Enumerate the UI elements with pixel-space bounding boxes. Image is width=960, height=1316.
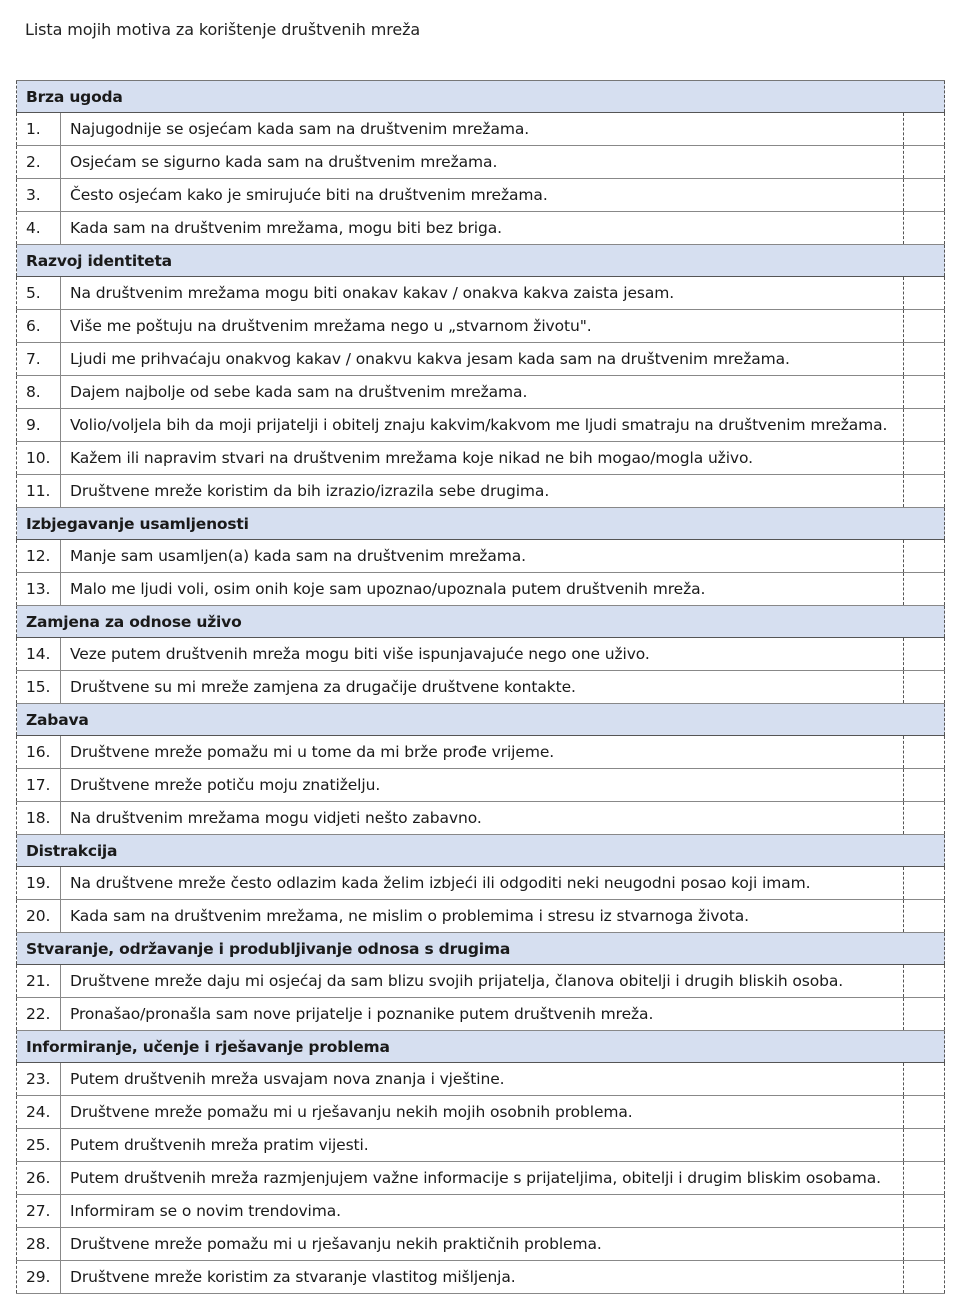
item-statement: Na društvenim mrežama mogu biti onakav kakav / onakva kakva zaista jesam.	[61, 277, 904, 310]
table-row	[17, 442, 945, 475]
item-statement: Društvene mreže pomažu mi u tome da mi brže prođe vrijeme.	[61, 736, 904, 769]
section-heading: Informiranje, učenje i rješavanje problema	[17, 1031, 945, 1063]
item-number: 25.	[17, 1129, 61, 1162]
item-number: 24.	[17, 1096, 61, 1129]
answer-cell[interactable]	[904, 867, 945, 900]
answer-cell[interactable]	[904, 113, 945, 146]
item-statement: Društvene mreže koristim da bih izrazio/izrazila sebe drugima.	[61, 475, 904, 508]
table-row	[17, 343, 945, 376]
item-number: 2.	[17, 146, 61, 179]
item-statement: Društvene su mi mreže zamjena za drugačije društvene kontakte.	[61, 671, 904, 704]
item-number: 27.	[17, 1195, 61, 1228]
answer-cell[interactable]	[904, 965, 945, 998]
page-title: Lista mojih motiva za korištenje društvenih mreža	[25, 20, 421, 39]
answer-cell[interactable]	[904, 409, 945, 442]
answer-cell[interactable]	[904, 900, 945, 933]
section-header-row	[17, 245, 945, 277]
answer-cell[interactable]	[904, 376, 945, 409]
item-statement: Pronašao/pronašla sam nove prijatelje i poznanike putem društvenih mreža.	[61, 998, 904, 1031]
section-heading: Stvaranje, održavanje i produbljivanje odnosa s drugima	[17, 933, 945, 965]
answer-cell[interactable]	[904, 343, 945, 376]
section-header-row	[17, 1031, 945, 1063]
answer-cell[interactable]	[904, 1195, 945, 1228]
motives-table	[16, 80, 945, 1294]
section-heading: Razvoj identiteta	[17, 245, 945, 277]
item-statement: Društvene mreže pomažu mi u rješavanju nekih praktičnih problema.	[61, 1228, 904, 1261]
table-row	[17, 146, 945, 179]
item-statement: Društvene mreže koristim za stvaranje vlastitog mišljenja.	[61, 1261, 904, 1294]
item-statement: Više me poštuju na društvenim mrežama nego u „stvarnom životu".	[61, 310, 904, 343]
answer-cell[interactable]	[904, 179, 945, 212]
table-row	[17, 212, 945, 245]
item-number: 8.	[17, 376, 61, 409]
section-heading: Zamjena za odnose uživo	[17, 606, 945, 638]
item-statement: Kažem ili napravim stvari na društvenim mrežama koje nikad ne bih mogao/mogla uživo.	[61, 442, 904, 475]
table-row	[17, 965, 945, 998]
answer-cell[interactable]	[904, 212, 945, 245]
item-number: 4.	[17, 212, 61, 245]
item-number: 6.	[17, 310, 61, 343]
section-header-row	[17, 606, 945, 638]
section-heading: Brza ugoda	[17, 81, 945, 113]
table-row	[17, 376, 945, 409]
item-number: 22.	[17, 998, 61, 1031]
answer-cell[interactable]	[904, 671, 945, 704]
item-number: 28.	[17, 1228, 61, 1261]
table-row	[17, 1195, 945, 1228]
section-header-row	[17, 835, 945, 867]
item-number: 23.	[17, 1063, 61, 1096]
item-number: 20.	[17, 900, 61, 933]
item-statement: Društvene mreže daju mi osjećaj da sam blizu svojih prijatelja, članova obitelji i drugih bliskih osoba.	[61, 965, 904, 998]
item-number: 3.	[17, 179, 61, 212]
item-statement: Često osjećam kako je smirujuće biti na društvenim mrežama.	[61, 179, 904, 212]
answer-cell[interactable]	[904, 1261, 945, 1294]
table-row	[17, 540, 945, 573]
answer-cell[interactable]	[904, 1162, 945, 1195]
table-row	[17, 277, 945, 310]
item-number: 21.	[17, 965, 61, 998]
item-number: 5.	[17, 277, 61, 310]
item-statement: Na društvene mreže često odlazim kada želim izbjeći ili odgoditi neki neugodni posao koji imam.	[61, 867, 904, 900]
item-statement: Veze putem društvenih mreža mogu biti više ispunjavajuće nego one uživo.	[61, 638, 904, 671]
table-row	[17, 736, 945, 769]
item-statement: Putem društvenih mreža usvajam nova znanja i vještine.	[61, 1063, 904, 1096]
item-statement: Manje sam usamljen(a) kada sam na društvenim mrežama.	[61, 540, 904, 573]
table-row	[17, 867, 945, 900]
table-row	[17, 1063, 945, 1096]
section-heading: Zabava	[17, 704, 945, 736]
table-row	[17, 1261, 945, 1294]
table-row	[17, 409, 945, 442]
item-statement: Osjećam se sigurno kada sam na društvenim mrežama.	[61, 146, 904, 179]
item-statement: Informiram se o novim trendovima.	[61, 1195, 904, 1228]
section-header-row	[17, 81, 945, 113]
table-row	[17, 573, 945, 606]
answer-cell[interactable]	[904, 1129, 945, 1162]
table-row	[17, 179, 945, 212]
item-statement: Na društvenim mrežama mogu vidjeti nešto zabavno.	[61, 802, 904, 835]
item-number: 11.	[17, 475, 61, 508]
section-heading: Distrakcija	[17, 835, 945, 867]
answer-cell[interactable]	[904, 442, 945, 475]
table-row	[17, 900, 945, 933]
motives-table-body	[17, 81, 945, 1294]
item-number: 12.	[17, 540, 61, 573]
item-number: 1.	[17, 113, 61, 146]
answer-cell[interactable]	[904, 998, 945, 1031]
answer-cell[interactable]	[904, 146, 945, 179]
item-statement: Putem društvenih mreža pratim vijesti.	[61, 1129, 904, 1162]
answer-cell[interactable]	[904, 573, 945, 606]
item-number: 26.	[17, 1162, 61, 1195]
item-statement: Društvene mreže potiču moju znatiželju.	[61, 769, 904, 802]
item-statement: Kada sam na društvenim mrežama, ne mislim o problemima i stresu iz stvarnoga života.	[61, 900, 904, 933]
item-number: 13.	[17, 573, 61, 606]
answer-cell[interactable]	[904, 310, 945, 343]
table-row	[17, 1129, 945, 1162]
item-number: 7.	[17, 343, 61, 376]
answer-cell[interactable]	[904, 277, 945, 310]
answer-cell[interactable]	[904, 736, 945, 769]
table-row	[17, 769, 945, 802]
item-statement: Ljudi me prihvaćaju onakvog kakav / onakvu kakva jesam kada sam na društvenim mrežama.	[61, 343, 904, 376]
item-number: 14.	[17, 638, 61, 671]
item-statement: Najugodnije se osjećam kada sam na društvenim mrežama.	[61, 113, 904, 146]
section-header-row	[17, 933, 945, 965]
table-row	[17, 113, 945, 146]
answer-cell[interactable]	[904, 769, 945, 802]
item-number: 19.	[17, 867, 61, 900]
table-row	[17, 310, 945, 343]
answer-cell[interactable]	[904, 1228, 945, 1261]
answer-cell[interactable]	[904, 475, 945, 508]
item-number: 17.	[17, 769, 61, 802]
answer-cell[interactable]	[904, 1096, 945, 1129]
item-number: 16.	[17, 736, 61, 769]
motives-table-container	[16, 80, 944, 1294]
item-statement: Volio/voljela bih da moji prijatelji i obitelj znaju kakvim/kakvom me ljudi smatraju na društvenim mrežama.	[61, 409, 904, 442]
item-statement: Putem društvenih mreža razmjenjujem važne informacije s prijateljima, obitelji i drugim bliskim osobama.	[61, 1162, 904, 1195]
item-statement: Društvene mreže pomažu mi u rješavanju nekih mojih osobnih problema.	[61, 1096, 904, 1129]
item-statement: Malo me ljudi voli, osim onih koje sam upoznao/upoznala putem društvenih mreža.	[61, 573, 904, 606]
table-row	[17, 1096, 945, 1129]
item-number: 29.	[17, 1261, 61, 1294]
item-number: 10.	[17, 442, 61, 475]
section-heading: Izbjegavanje usamljenosti	[17, 508, 945, 540]
section-header-row	[17, 704, 945, 736]
answer-cell[interactable]	[904, 638, 945, 671]
table-row	[17, 802, 945, 835]
table-row	[17, 671, 945, 704]
item-number: 9.	[17, 409, 61, 442]
table-row	[17, 1228, 945, 1261]
answer-cell[interactable]	[904, 802, 945, 835]
section-header-row	[17, 508, 945, 540]
item-statement: Kada sam na društvenim mrežama, mogu biti bez briga.	[61, 212, 904, 245]
item-number: 15.	[17, 671, 61, 704]
table-row	[17, 998, 945, 1031]
answer-cell[interactable]	[904, 1063, 945, 1096]
table-row	[17, 1162, 945, 1195]
answer-cell[interactable]	[904, 540, 945, 573]
item-statement: Dajem najbolje od sebe kada sam na društvenim mrežama.	[61, 376, 904, 409]
item-number: 18.	[17, 802, 61, 835]
table-row	[17, 638, 945, 671]
table-row	[17, 475, 945, 508]
